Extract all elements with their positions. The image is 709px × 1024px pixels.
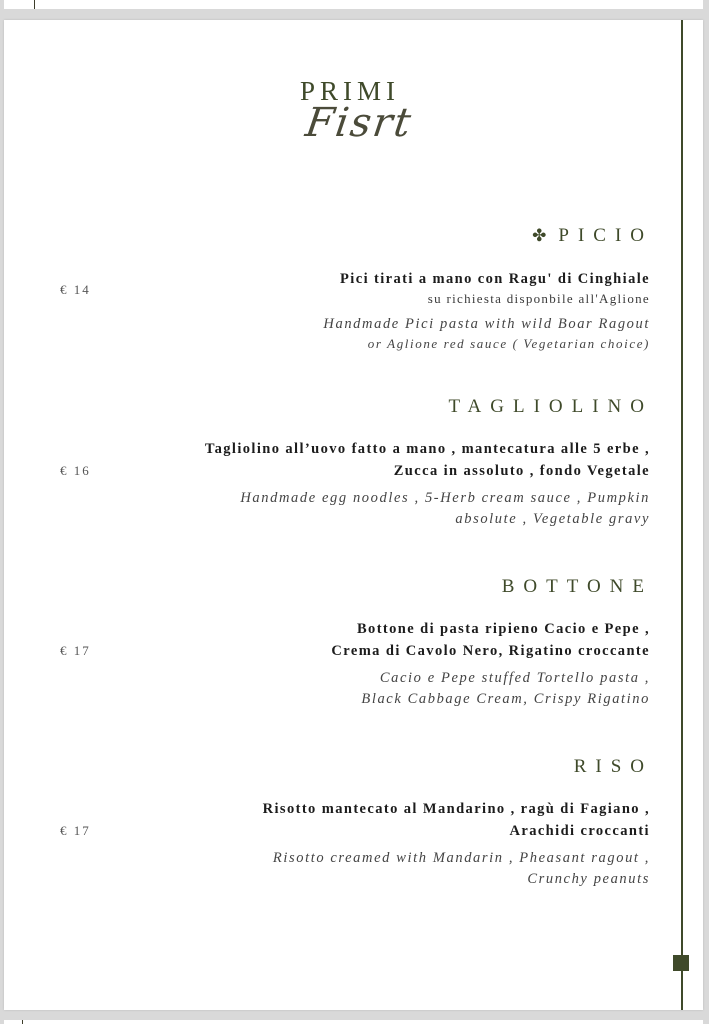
dish-italian: Risotto mantecato al Mandarino , ragù di Fagiano ,	[262, 801, 650, 817]
section-title: TAGLIOLINO	[448, 396, 653, 417]
dish-english-note: or Aglione red sauce ( Vegetarian choice)	[367, 336, 650, 351]
dish-italian: Tagliolino all’uovo fatto a mano , mantecatura alle 5 erbe ,	[204, 441, 650, 457]
price: € 14	[60, 282, 91, 297]
dish-italian: Zucca in assoluto , fondo Vegetale	[393, 463, 650, 479]
dish-italian: Bottone di pasta ripieno Cacio e Pepe ,	[356, 621, 650, 637]
price: € 17	[60, 643, 91, 658]
dish-riso	[263, 798, 650, 890]
dish-italian: Arachidi croccanti	[509, 823, 650, 839]
price: € 16	[60, 463, 91, 478]
vertical-rule	[681, 20, 683, 1010]
previous-page-edge	[4, 0, 703, 9]
dish-italian: Crema di Cavolo Nero, Rigatino croccante	[331, 643, 650, 659]
next-page-edge	[4, 1020, 703, 1024]
rule-square-ornament	[673, 955, 689, 971]
dish-italian-note: su richiesta disponbile all'Aglione	[427, 291, 650, 306]
dish-english: Risotto creamed with Mandarin , Pheasant ragout ,	[272, 850, 650, 866]
leaf-icon: ✤	[532, 226, 547, 245]
section-heading-riso	[574, 756, 653, 778]
page-rule	[34, 0, 35, 9]
dish-picio	[323, 268, 650, 353]
menu-page	[4, 20, 703, 1010]
section-heading-tagliolino	[448, 396, 653, 418]
section-heading-picio	[532, 225, 653, 247]
section-title: BOTTONE	[501, 576, 653, 597]
dish-english: Crunchy peanuts	[527, 871, 650, 887]
dish-english: Handmade egg noodles , 5-Herb cream sauce , Pumpkin	[240, 490, 650, 506]
page-rule	[22, 1020, 23, 1024]
dish-english: Black Cabbage Cream, Crispy Rigatino	[361, 691, 650, 707]
page-subtitle-script: Fisrt	[302, 100, 416, 146]
page-title: PRIMI	[300, 76, 401, 106]
dish-italian: Pici tirati a mano con Ragu' di Cinghiale	[340, 271, 650, 287]
dish-english: Cacio e Pepe stuffed Tortello pasta ,	[379, 670, 650, 686]
price: € 17	[60, 823, 91, 838]
section-title: PICIO	[558, 225, 653, 246]
dish-tagliolino	[205, 438, 650, 530]
dish-english: absolute , Vegetable gravy	[455, 511, 650, 527]
dish-bottone	[331, 618, 650, 710]
section-title: RISO	[573, 756, 653, 777]
section-heading-bottone	[502, 576, 653, 598]
dish-english: Handmade Pici pasta with wild Boar Ragout	[323, 316, 650, 332]
